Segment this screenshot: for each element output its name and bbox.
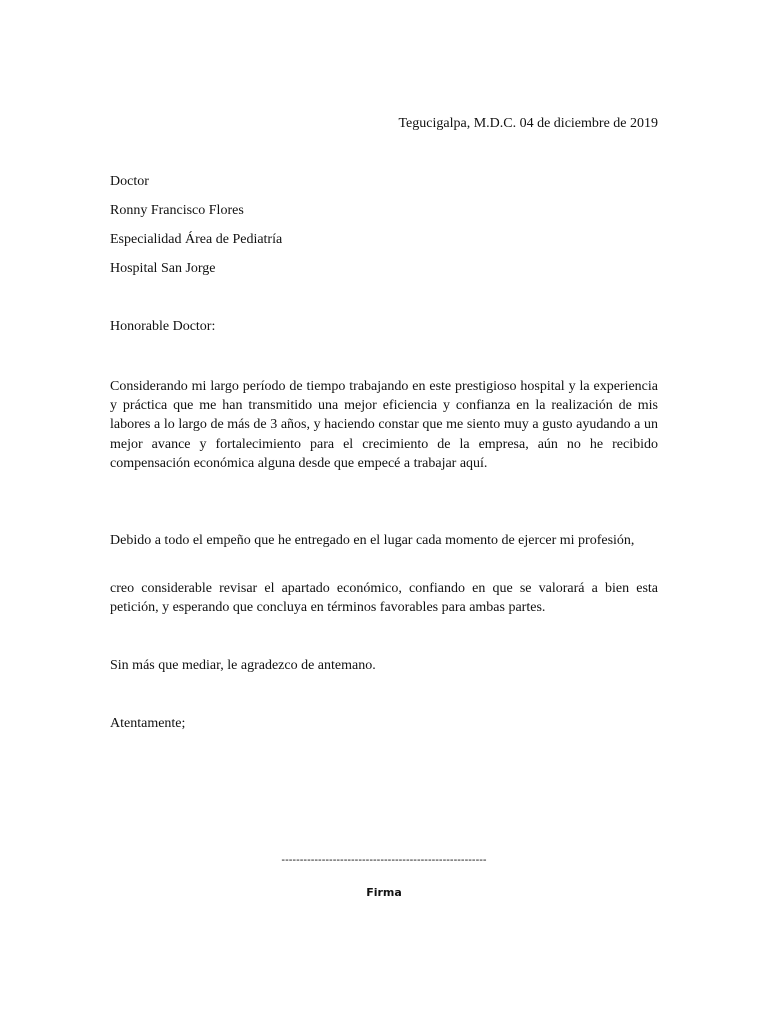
body-paragraph-3: creo considerable revisar el apartado económico, confiando en que se valorará a bien esta petición, y esperando que concluya en términos favorables para ambas partes.: [110, 581, 658, 616]
recipient-institution: Hospital San Jorge: [110, 261, 216, 276]
closing-thanks: Sin más que mediar, le agradezco de antemano.: [110, 658, 376, 673]
body-paragraph-2: Debido a todo el empeño que he entregado en el lugar cada momento de ejercer mi profesión,: [110, 533, 635, 548]
body-paragraph-1: Considerando mi largo período de tiempo trabajando en este prestigioso hospital y la experiencia y práctica que me han transmitido una mejor eficiencia y confianza en la realización de mis labores a lo largo de más de 3 años, y haciendo constar que me siento muy a gusto ayudando a un mejor avance y fortalecimiento para el crecimiento de la empresa, aún no he recibido compensación económica alguna desde que empecé a trabajar aquí.: [110, 379, 658, 471]
recipient-title: Doctor: [110, 174, 149, 189]
signature-line: --------------------------------------------------------: [281, 854, 487, 866]
recipient-name: Ronny Francisco Flores: [110, 203, 244, 218]
recipient-block: [110, 174, 658, 290]
closing-sign-off: Atentamente;: [110, 716, 186, 731]
recipient-specialty: Especialidad Área de Pediatría: [110, 232, 283, 247]
date-line: Tegucigalpa, M.D.C. 04 de diciembre de 2019: [398, 116, 658, 131]
salutation: Honorable Doctor:: [110, 319, 216, 334]
signature-label: Firma: [366, 886, 402, 899]
